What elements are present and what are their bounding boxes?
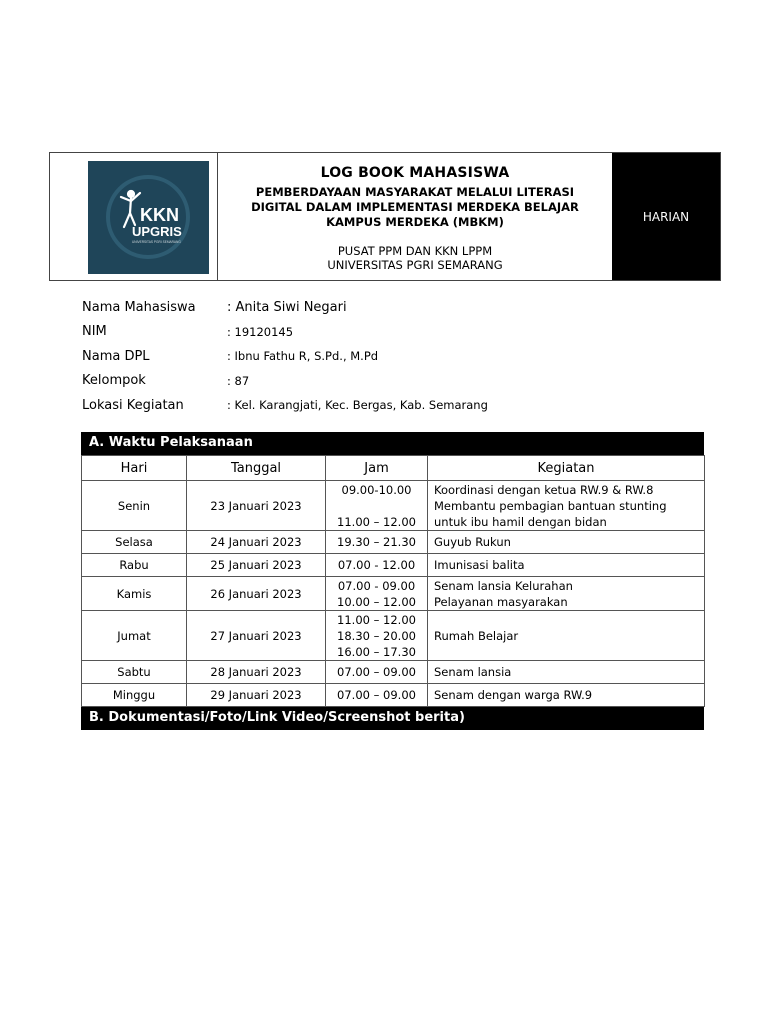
column-header-tanggal: Tanggal [187, 456, 326, 481]
kkn-upgris-logo [88, 161, 209, 274]
column-header-hari: Hari [82, 456, 187, 481]
info-label: Kelompok [82, 373, 146, 389]
cell-jam [326, 481, 428, 531]
table-row [82, 611, 705, 661]
cell-kegiatan: Senam lansia [428, 661, 705, 684]
cell-jam [326, 577, 428, 611]
subtitle-line: DIGITAL DALAM IMPLEMENTASI MERDEKA BELAJAR [251, 200, 579, 214]
info-row [82, 393, 702, 418]
logo-tagline-text: UNIVERSITAS PGRI SEMARANG [132, 240, 181, 244]
cell-jam: 07.00 – 09.00 [326, 661, 428, 684]
cell-hari: Rabu [82, 554, 187, 577]
student-info [82, 295, 702, 418]
cell-kegiatan: Imunisasi balita [428, 554, 705, 577]
logo-upgris-text: UPGRIS [132, 224, 182, 239]
jam-line: 11.00 – 12.00 [337, 612, 416, 627]
subtitle-line: PEMBERDAYAAN MASYARAKAT MELALUI LITERASI [255, 185, 575, 199]
kegiatan-line: Senam lansia Kelurahan [434, 578, 573, 593]
jam-line: 18.30 – 20.00 [337, 628, 416, 643]
logo-kkn-text: KKN [140, 205, 179, 225]
info-value: : 19120145 [227, 324, 294, 339]
cell-hari: Selasa [82, 531, 187, 554]
cell-kegiatan [428, 577, 705, 611]
info-label: Lokasi Kegiatan [82, 397, 184, 413]
info-value: : Anita Siwi Negari [227, 299, 347, 315]
info-label: NIM [82, 324, 107, 340]
org-line: UNIVERSITAS PGRI SEMARANG [327, 258, 503, 272]
info-row [82, 320, 702, 345]
type-label-cell [612, 153, 720, 280]
table-row [82, 554, 705, 577]
table-row [82, 481, 705, 531]
cell-tanggal: 29 Januari 2023 [187, 684, 326, 707]
cell-jam: 19.30 – 21.30 [326, 531, 428, 554]
logo-cell [50, 153, 218, 280]
type-label: HARIAN [642, 209, 690, 224]
info-label: Nama Mahasiswa [82, 299, 196, 315]
cell-hari: Jumat [82, 611, 187, 661]
cell-tanggal: 25 Januari 2023 [187, 554, 326, 577]
cell-hari: Sabtu [82, 661, 187, 684]
column-header-jam: Jam [326, 456, 428, 481]
info-row [82, 344, 702, 369]
cell-tanggal: 23 Januari 2023 [187, 481, 326, 531]
cell-hari: Minggu [82, 684, 187, 707]
jam-line: 10.00 – 12.00 [337, 594, 416, 609]
jam-line: 07.00 - 09.00 [337, 578, 416, 593]
cell-jam: 07.00 - 12.00 [326, 554, 428, 577]
logbook-header [49, 152, 721, 281]
kegiatan-line: Pelayanan masyarakan [434, 594, 568, 609]
column-header-kegiatan: Kegiatan [428, 456, 705, 481]
cell-tanggal: 26 Januari 2023 [187, 577, 326, 611]
cell-hari: Kamis [82, 577, 187, 611]
jam-line: 11.00 – 12.00 [337, 514, 416, 529]
organization [218, 244, 612, 272]
kegiatan-line: untuk ibu hamil dengan bidan [434, 514, 607, 529]
cell-kegiatan [428, 481, 705, 531]
cell-kegiatan: Senam dengan warga RW.9 [428, 684, 705, 707]
section-a-heading: A. Waktu Pelaksanaan [81, 432, 704, 455]
kegiatan-line: Membantu pembagian bantuan stunting [434, 498, 667, 513]
info-value: : 87 [227, 373, 250, 388]
table-row [82, 531, 705, 554]
jam-line: 09.00-10.00 [341, 482, 412, 497]
info-value: : Kel. Karangjati, Kec. Bergas, Kab. Semarang [227, 398, 488, 413]
kegiatan-line: Koordinasi dengan ketua RW.9 & RW.8 [434, 482, 654, 497]
cell-jam: 07.00 – 09.00 [326, 684, 428, 707]
cell-tanggal: 24 Januari 2023 [187, 531, 326, 554]
cell-tanggal: 28 Januari 2023 [187, 661, 326, 684]
info-value: : Ibnu Fathu R, S.Pd., M.Pd [227, 349, 379, 364]
subtitle-line: KAMPUS MERDEKA (MBKM) [326, 215, 504, 229]
cell-kegiatan: Guyub Rukun [428, 531, 705, 554]
subtitle [218, 185, 612, 230]
cell-tanggal: 27 Januari 2023 [187, 611, 326, 661]
table-header-row [82, 456, 705, 481]
cell-jam [326, 611, 428, 661]
info-row [82, 369, 702, 394]
table-row [82, 661, 705, 684]
table-row [82, 684, 705, 707]
cell-kegiatan: Rumah Belajar [428, 611, 705, 661]
info-row [82, 295, 702, 320]
table-row [82, 577, 705, 611]
info-label: Nama DPL [82, 348, 150, 364]
jam-line: 16.00 – 17.30 [337, 644, 416, 659]
schedule-table [81, 455, 705, 707]
schedule-section [81, 432, 704, 730]
cell-hari: Senin [82, 481, 187, 531]
title-cell [218, 153, 612, 280]
org-line: PUSAT PPM DAN KKN LPPM [337, 244, 493, 258]
page-title: LOG BOOK MAHASISWA [320, 165, 510, 181]
section-b-heading: B. Dokumentasi/Foto/Link Video/Screenshot berita) [81, 707, 704, 730]
